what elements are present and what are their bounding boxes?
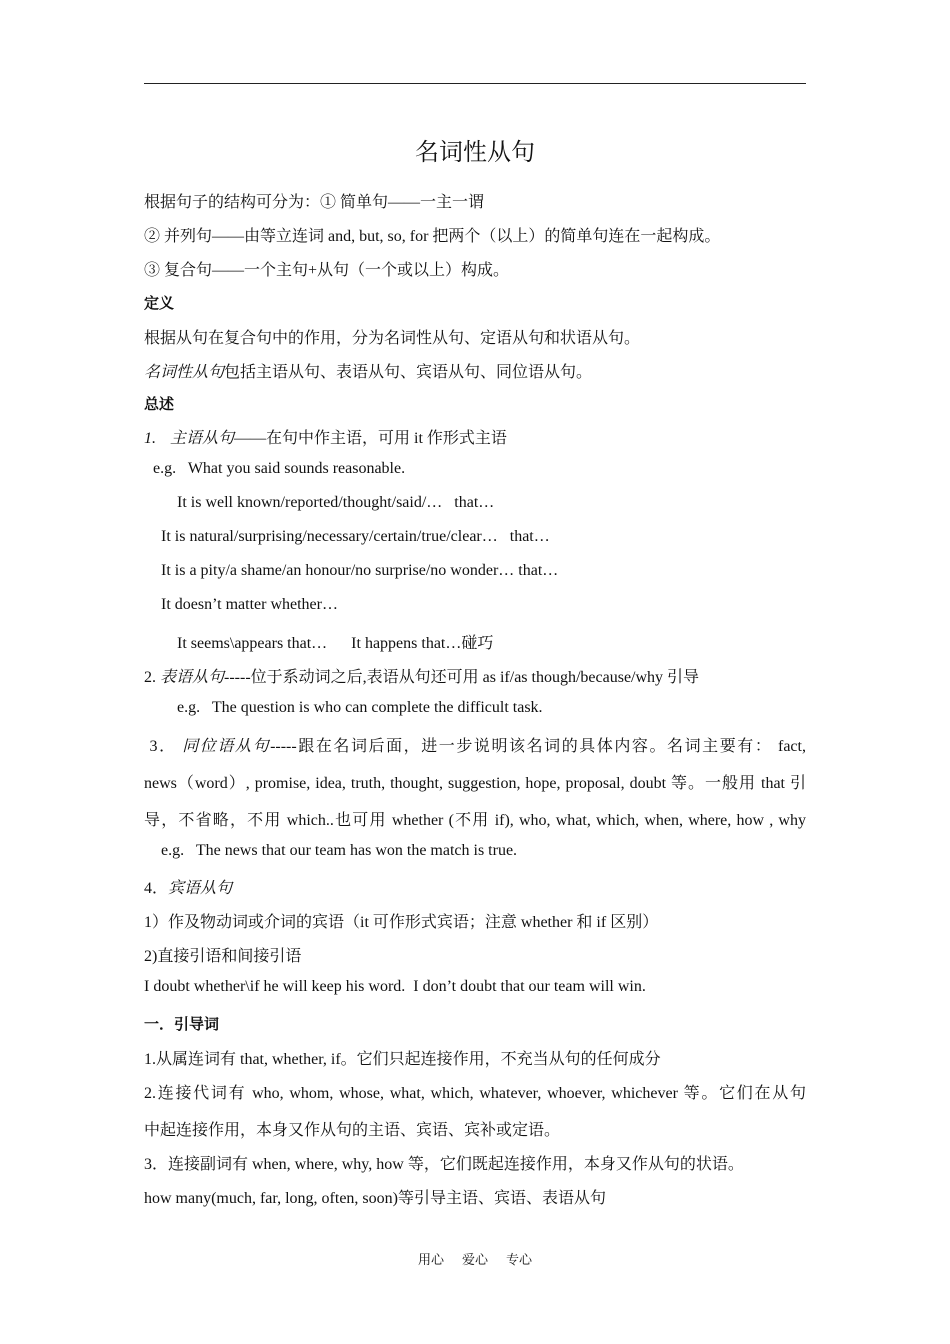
section-1-number: 1. bbox=[144, 430, 156, 447]
section-1-heading bbox=[144, 425, 507, 448]
definition-line-2-rest: 包括主语从句、表语从句、宾语从句、同位语从句。 bbox=[224, 364, 593, 381]
intro-line-3: ③ 复合句——一个主句+从句（一个或以上）构成。 bbox=[144, 262, 510, 279]
intro-line-1: 根据句子的结构可分为：① 简单句——一主一谓 bbox=[144, 194, 485, 211]
section-3-line-3: 导，不省略，不用 which..也可用 whether (不用 if), who, what, which, when, where, how , why bbox=[144, 812, 806, 829]
page-title: 名词性从句 bbox=[415, 138, 535, 166]
section-2-desc: -----位于系动词之后,表语从句还可用 as if/as though/because/why 引导 bbox=[224, 669, 700, 686]
intro-line-2: ② 并列句——由等立连词 and, but, so, for 把两个（以上）的简单句连在一起构成。 bbox=[144, 228, 721, 245]
connectives-line-1: 1.从属连词有 that, whether, if。它们只起连接作用，不充当从句的任何成分 bbox=[144, 1051, 661, 1068]
section-1-pattern-2: It is natural/surprising/necessary/certain/true/clear… that… bbox=[161, 528, 550, 545]
section-3-example: e.g. The news that our team has won the match is true. bbox=[161, 842, 518, 859]
section-3-heading bbox=[144, 733, 806, 756]
footer-text-3: 专心 bbox=[506, 1252, 533, 1267]
section-4-term: 宾语从句 bbox=[168, 880, 233, 897]
section-1-pattern-1: It is well known/reported/thought/said/… that… bbox=[177, 494, 495, 511]
section-2-number: 2. bbox=[144, 669, 160, 686]
section-3-desc: -----跟在名词后面，进一步说明该名词的具体内容。名词主要有： fact, bbox=[270, 738, 806, 755]
section-1-pattern-5: It seems\appears that… It happens that…碰巧 bbox=[177, 635, 494, 652]
section-1-pattern-4: It doesn’t matter whether… bbox=[161, 596, 338, 613]
connectives-line-3: 中起连接作用，本身又作从句的主语、宾语、宾补或定语。 bbox=[144, 1122, 561, 1139]
section-4-line-2: 2)直接引语和间接引语 bbox=[144, 948, 302, 965]
section-3-number: 3． bbox=[144, 738, 183, 755]
summary-heading: 总述 bbox=[144, 395, 175, 413]
section-1-example: e.g. What you said sounds reasonable. bbox=[153, 460, 406, 477]
section-4-line-3: I doubt whether\if he will keep his word. I don’t doubt that our team will win. bbox=[144, 978, 646, 995]
section-3-term: 同位语从句 bbox=[182, 738, 271, 755]
page-footer bbox=[0, 1249, 950, 1268]
definition-term: 名词性从句 bbox=[144, 364, 225, 381]
section-4-line-1: 1）作及物动词或介词的宾语（it 可作形式宾语；注意 whether 和 if 区别） bbox=[144, 914, 659, 931]
section-2-heading bbox=[144, 664, 699, 687]
section-2-example: e.g. The question is who can complete the difficult task. bbox=[177, 699, 543, 716]
section-4-heading bbox=[144, 875, 232, 898]
section-1-term: 主语从句 bbox=[170, 430, 235, 447]
section-3-line-2: news（word）, promise, idea, truth, thought, suggestion, hope, proposal, doubt 等。一般用 that 引 bbox=[144, 775, 806, 792]
footer-text-1: 用心 bbox=[417, 1252, 444, 1267]
footer-text-2: 爱心 bbox=[461, 1252, 488, 1267]
section-1-desc: ——在句中作主语，可用 it 作形式主语 bbox=[234, 430, 507, 447]
connectives-line-5: how many(much, far, long, often, soon)等引导主语、宾语、表语从句 bbox=[144, 1190, 606, 1207]
definition-line-1: 根据从句在复合句中的作用，分为名词性从句、定语从句和状语从句。 bbox=[144, 330, 641, 347]
section-4-number: 4． bbox=[144, 880, 169, 897]
connectives-line-4: 3．连接副词有 when, where, why, how 等，它们既起连接作用，本身又作从句的状语。 bbox=[144, 1156, 744, 1173]
header-rule bbox=[144, 83, 806, 84]
definition-line-2 bbox=[144, 359, 592, 382]
connectives-heading: 一．引导词 bbox=[144, 1015, 220, 1033]
connectives-line-2: 2.连接代词有 who, whom, whose, what, which, whatever, whoever, whichever 等。它们在从句 bbox=[144, 1085, 806, 1102]
definition-heading: 定义 bbox=[144, 294, 175, 312]
section-1-pattern-3: It is a pity/a shame/an honour/no surprise/no wonder… that… bbox=[161, 562, 559, 579]
section-2-term: 表语从句 bbox=[160, 669, 225, 686]
